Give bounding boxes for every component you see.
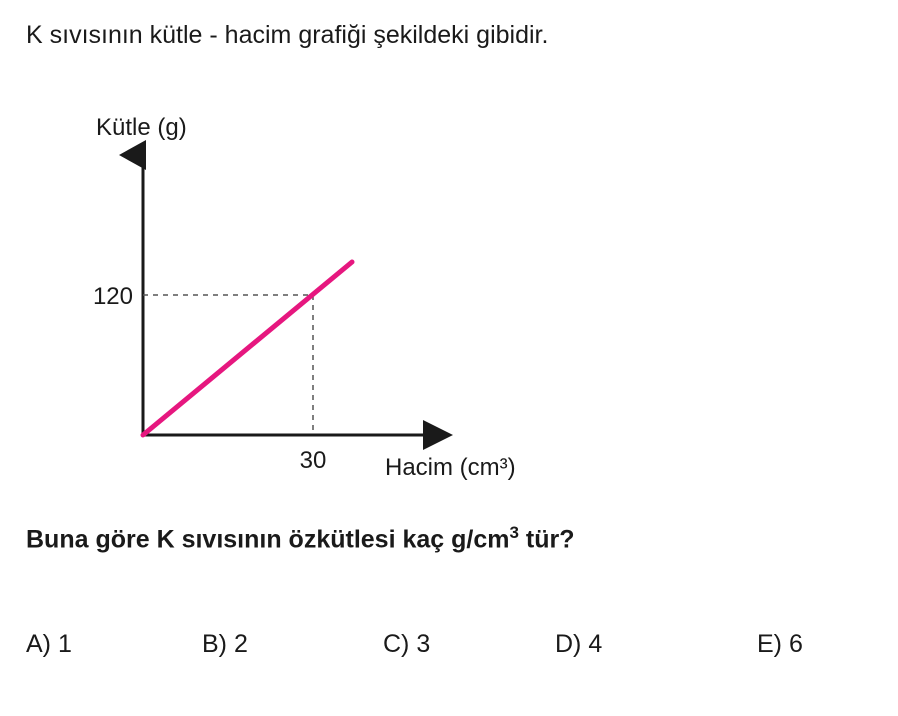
prompt-exponent: 3 (509, 523, 519, 542)
question-prompt (26, 523, 575, 554)
option-c[interactable]: C) 3 (383, 630, 431, 658)
data-series-line (143, 262, 352, 435)
prompt-text-after: tür? (518, 525, 575, 554)
x-axis-label: Hacim (cm³) (385, 454, 516, 481)
answer-options (26, 630, 866, 670)
option-b[interactable]: B) 2 (202, 630, 248, 658)
option-e[interactable]: E) 6 (757, 630, 803, 658)
option-d[interactable]: D) 4 (555, 630, 603, 658)
x-tick-label-30: 30 (299, 447, 327, 474)
option-a[interactable]: A) 1 (26, 630, 72, 658)
question-stem: K sıvısının kütle - hacim grafiği şekildeki gibidir. (26, 21, 549, 49)
mass-volume-chart (0, 95, 620, 495)
y-axis-label: Kütle (g) (96, 114, 187, 141)
prompt-text-before: Buna göre K sıvısının özkütlesi kaç g/cm (26, 525, 510, 554)
y-tick-label-120: 120 (92, 283, 133, 310)
